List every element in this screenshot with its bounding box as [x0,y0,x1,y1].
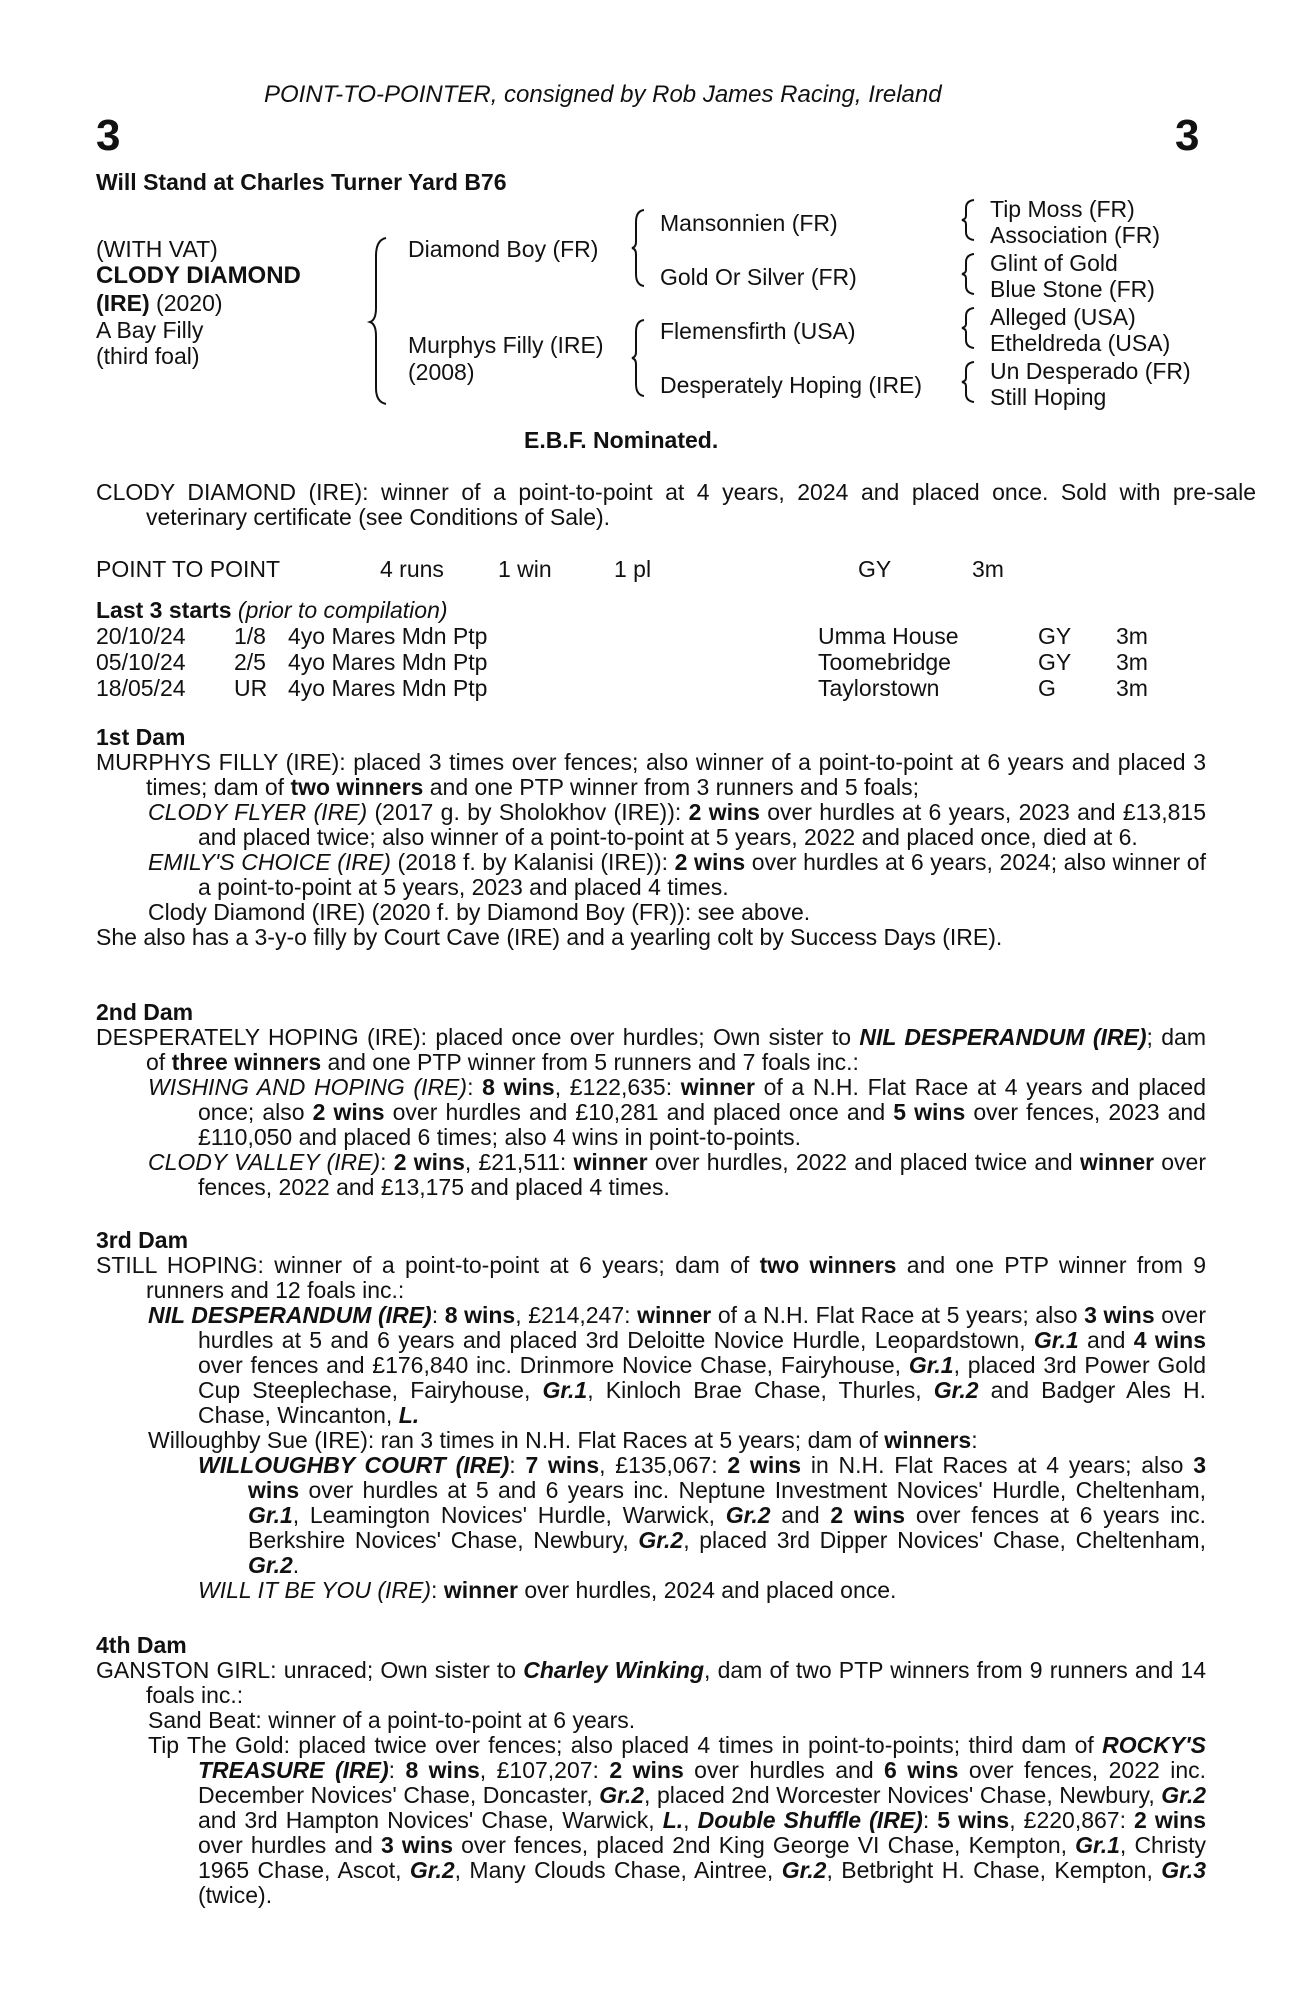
produce-clody-valley [148,1150,1206,1200]
start-race: 4yo Mares Mdn Ptp [288,649,488,675]
text-run: and [770,1502,831,1528]
text-run: , £135,067: [599,1452,728,1478]
horse-name-line2 [96,291,223,316]
start-position: UR [234,675,268,701]
text-run: : [509,1452,526,1478]
text-run: , Many Clouds Chase, Aintree, [454,1857,782,1883]
horse-year: (2020) [149,290,223,316]
text-run: winner [443,1577,518,1603]
text-run: , Betbright H. Chase, Kempton, [826,1857,1162,1883]
text-run: , placed 2nd Worcester Novices' Chase, Newbury, [644,1782,1162,1808]
pedigree-brace-ss [962,198,976,242]
pedigree-brace-sire [632,208,648,288]
text-run: Willoughby Sue (IRE): ran 3 times in N.H. Flat Races at 5 years; dam of [148,1427,885,1453]
text-run: STILL HOPING: winner of a point-to-point at 6 years; dam of [96,1252,760,1278]
text-run: and Badger Ales H. Chase, Wincanton, [198,1377,1206,1428]
ebf-nomination: E.B.F. Nominated. [524,427,719,453]
produce-wishing-and-hoping [148,1075,1206,1150]
text-run: WISHING AND HOPING (IRE) [148,1074,468,1100]
text-run: 2 wins [727,1452,802,1478]
produce-sand-beat: Sand Beat: winner of a point-to-point at 6 years. [148,1707,636,1733]
text-run: , £107,207: [479,1757,610,1783]
text-run: over fences, placed 2nd King George VI Chase, Kempton, [453,1832,1076,1858]
text-run: : [431,1302,445,1328]
pedigree-brace-dam [632,318,648,398]
text-run: 5 wins [893,1099,966,1125]
text-run: Gr.1 [248,1502,293,1528]
text-run: over hurdles and £10,281 and placed once and [384,1099,894,1125]
text-run: Gr.1 [1033,1327,1079,1353]
ptp-going: GY [858,556,892,582]
start-distance: 3m [1116,675,1148,701]
text-run: over hurdles at 5 and 6 years and placed 3rd Deloitte Novice Hurdle, Leopardstown, [198,1302,1206,1353]
text-run: NIL DESPERANDUM (IRE) [859,1024,1147,1050]
start-distance: 3m [1116,649,1148,675]
ptp-runs: 4 runs [380,556,444,582]
text-run: winner [1079,1149,1155,1175]
text-run: of a N.H. Flat Race at 5 years; also [711,1302,1085,1328]
pedigree-dam: Murphys Filly (IRE) [408,332,604,358]
text-run: and one PTP winner from 5 runners and 7 foals inc.: [321,1049,859,1075]
text-run: : [922,1807,938,1833]
text-run: , Leamington Novices' Hurdle, Warwick, [292,1502,726,1528]
third-dam-section [96,1228,1206,1603]
pedigree-brace-dd [962,360,976,404]
text-run: (2018 f. by Kalanisi (IRE)): [390,849,675,875]
start-date: 05/10/24 [96,649,186,675]
text-run: Gr.2 [933,1377,979,1403]
text-run: GANSTON GIRL: unraced; Own sister to [96,1657,524,1683]
text-run: WILLOUGHBY COURT (IRE) [198,1452,510,1478]
text-run: : [431,1577,444,1603]
text-run: three winners [171,1049,322,1075]
text-run: two winners [290,774,424,800]
text-run: 2 wins [312,1099,385,1125]
start-distance: 3m [1116,623,1148,649]
text-run: DESPERATELY HOPING (IRE): placed once over hurdles; Own sister to [96,1024,860,1050]
text-run: Gr.3 [1161,1857,1206,1883]
catalogue-section-title: POINT-TO-POINTER, consigned by Rob James Racing, Ireland [264,81,942,108]
text-run: in N.H. Flat Races at 4 years; also [801,1452,1194,1478]
text-run: over fences, 2022 and £13,175 and placed 4 times. [198,1149,1207,1200]
pedigree-sds: Glint of Gold [990,250,1118,276]
text-run: 8 wins [405,1757,480,1783]
pedigree-dss: Alleged (USA) [990,304,1136,330]
produce-emilys-choice [148,850,1206,900]
text-run: . [292,1552,300,1578]
text-run: L. [662,1807,684,1833]
pedigree-ssd: Association (FR) [990,222,1160,248]
text-run: 2 wins [688,799,760,825]
text-run: Double Shuffle (IRE) [697,1807,923,1833]
stand-location: Will Stand at Charles Turner Yard B76 [96,169,507,195]
fourth-dam-heading: 4th Dam [96,1632,187,1658]
first-dam-section [96,725,1206,950]
text-run: , £21,511: [464,1149,574,1175]
produce-nil-desperandum [148,1303,1206,1428]
text-run: CLODY VALLEY (IRE) [148,1149,381,1175]
text-run: Charley Winking [523,1657,705,1683]
produce-willoughby-court [198,1453,1206,1578]
text-run: over hurdles, 2024 and placed once. [517,1577,897,1603]
start-course: Toomebridge [818,649,951,675]
text-run: 3 wins [248,1452,1206,1503]
produce-clody-flyer [148,800,1206,850]
produce-will-it-be-you [198,1578,1206,1603]
pedigree-sire-dam: Gold Or Silver (FR) [660,264,857,290]
produce-clody-diamond: Clody Diamond (IRE) (2020 f. by Diamond Boy (FR)): see above. [148,899,811,925]
pedigree-sss: Tip Moss (FR) [990,196,1135,222]
pedigree-dam-sire: Flemensfirth (USA) [660,318,856,344]
text-run: EMILY'S CHOICE (IRE) [148,849,391,875]
text-run: , Christy 1965 Chase, Ascot, [198,1832,1207,1883]
text-run: , £220,867: [1009,1807,1135,1833]
text-run: 3 wins [1084,1302,1155,1328]
last-starts-heading [96,598,448,623]
first-dam-text [96,750,1206,800]
text-run: : [971,1427,978,1453]
text-run: Tip The Gold: placed twice over fences; also placed 4 times in point-to-points; third dam of [148,1732,1103,1758]
text-run: Gr.1 [908,1352,954,1378]
text-run: of a N.H. Flat Race at 4 years and placed once; also [198,1074,1206,1125]
pedigree-sire: Diamond Boy (FR) [408,236,599,262]
pedigree-dam-dam: Desperately Hoping (IRE) [660,372,923,398]
text-run: and 3rd Hampton Novices' Chase, Warwick, [198,1807,663,1833]
ptp-placed: 1 pl [614,556,652,582]
vat-note: (WITH VAT) [96,236,218,262]
text-run: Gr.1 [1075,1832,1120,1858]
text-run: 2 wins [1134,1807,1206,1833]
text-run: Gr.2 [781,1857,827,1883]
foal-number: (third foal) [96,343,200,369]
text-run: CLODY FLYER (IRE) [148,799,368,825]
text-run: , placed 3rd Dipper Novices' Chase, Cheltenham, [683,1527,1206,1553]
text-run: NIL DESPERANDUM (IRE) [148,1302,432,1328]
pedigree-dsd: Etheldreda (USA) [990,330,1171,356]
text-run: 7 wins [525,1452,600,1478]
second-dam-heading: 2nd Dam [96,999,194,1025]
third-dam-heading: 3rd Dam [96,1227,189,1253]
second-dam-section [96,1000,1206,1200]
text-run: over fences, 2022 inc. December Novices' Chase, Doncaster, [198,1757,1207,1808]
horse-description: A Bay Filly [96,317,204,343]
pedigree-dam-year: (2008) [408,359,475,385]
text-run: Gr.1 [542,1377,588,1403]
ptp-wins: 1 win [498,556,552,582]
text-run: , placed 3rd Power Gold Cup Steeplechase, Fairyhouse, [198,1352,1207,1403]
text-run: over hurdles and [683,1757,885,1783]
text-run: over hurdles at 6 years, 2023 and £13,815 and placed twice; also winner of a point-to-point at 5 years, 2022 and placed once, died at 6. [198,799,1206,850]
text-run: : [380,1149,394,1175]
text-run: 3 wins [380,1832,453,1858]
ptp-label: POINT TO POINT [96,556,281,582]
text-run: : [467,1074,483,1100]
text-run: winner [637,1302,712,1328]
text-run: over fences and £176,840 inc. Drinmore Novice Chase, Fairyhouse, [198,1352,909,1378]
text-run: over hurdles at 6 years, 2024; also winner of a point-to-point at 5 years, 2023 and placed 4 times. [198,849,1206,900]
second-dam-text [96,1025,1206,1075]
text-run: ; dam of [146,1024,1206,1075]
lot-number-left: 3 [96,111,121,160]
lot-number-right: 3 [1175,111,1200,160]
text-run: 6 wins [884,1757,959,1783]
text-run: Gr.2 [725,1502,771,1528]
first-dam-heading: 1st Dam [96,724,186,750]
text-run: 8 wins [482,1074,555,1100]
text-run: Gr.2 [638,1527,684,1553]
text-run: Gr.2 [409,1857,455,1883]
text-run: and one PTP winner from 9 runners and 12 foals inc.: [146,1252,1207,1303]
text-run: 5 wins [937,1807,1010,1833]
text-run: over hurdles and [198,1832,381,1858]
text-run: (twice). [198,1882,273,1908]
first-dam-other-produce: She also has a 3-y-o filly by Court Cave (IRE) and a yearling colt by Success Days (IRE). [96,924,1003,950]
horse-name: CLODY DIAMOND [96,262,301,289]
fourth-dam-text [96,1658,1206,1708]
text-run: , £122,635: [554,1074,681,1100]
third-dam-text [96,1253,1206,1303]
pedigree-brace-sd [962,252,976,296]
text-run: two winners [759,1252,897,1278]
text-run: L. [398,1402,420,1428]
pedigree-brace-ds [962,306,976,350]
text-run: Gr.2 [1161,1782,1207,1808]
produce-willoughby-sue [148,1428,1206,1453]
text-run: , dam of two PTP winners from 9 runners and 14 foals inc.: [146,1657,1206,1708]
text-run: 2 wins [674,849,746,875]
start-date: 18/05/24 [96,675,186,701]
text-run: and [1078,1327,1134,1353]
text-run: , £214,247: [515,1302,638,1328]
last-starts-note: (prior to compilation) [231,597,448,623]
pedigree-sire-sire: Mansonnien (FR) [660,210,838,236]
start-course: Taylorstown [818,675,940,701]
text-run: Gr.2 [248,1552,293,1578]
text-run: (2017 g. by Sholokhov (IRE)): [367,799,689,825]
text-run: 2 wins [609,1757,684,1783]
start-position: 1/8 [234,623,266,649]
pedigree-dds: Un Desperado (FR) [990,358,1191,384]
text-run: over fences, 2023 and £110,050 and placed 6 times; also 4 wins in point-to-points. [198,1099,1206,1150]
text-run: winners [884,1427,972,1453]
text-run: 2 wins [393,1149,465,1175]
text-run: over fences at 6 years inc. Berkshire Novices' Chase, Newbury, [248,1502,1207,1553]
text-run: MURPHYS FILLY (IRE): placed 3 times over fences; also winner of a point-to-point at 6 years and placed 3 times; dam of [96,749,1206,800]
text-run: over hurdles at 5 and 6 years inc. Neptune Investment Novices' Hurdle, Cheltenham, [299,1477,1206,1503]
text-run: ROCKY'S TREASURE (IRE) [198,1732,1206,1783]
pedigree-ddd: Still Hoping [990,384,1107,410]
ptp-distance: 3m [972,556,1004,582]
start-race: 4yo Mares Mdn Ptp [288,623,488,649]
start-course: Umma House [818,623,959,649]
text-run: over hurdles, 2022 and placed twice and [647,1149,1080,1175]
horse-summary: CLODY DIAMOND (IRE): winner of a point-to-point at 4 years, 2024 and placed once. Sold with pre-sale veterinary certificate (see Conditions of Sale). [96,479,1256,530]
text-run: , [683,1807,698,1833]
text-run: winner [573,1149,648,1175]
horse-origin: (IRE) [96,290,150,316]
start-going: G [1038,675,1056,701]
text-run: , Kinloch Brae Chase, Thurles, [587,1377,934,1403]
text-run: winner [680,1074,755,1100]
pedigree-brace-main [370,236,390,406]
text-run: 2 wins [830,1502,906,1528]
start-race: 4yo Mares Mdn Ptp [288,675,488,701]
text-run: 4 wins [1133,1327,1207,1353]
text-run: and one PTP winner from 3 runners and 5 foals; [423,774,919,800]
last-starts-title: Last 3 starts [96,597,232,623]
start-going: GY [1038,649,1072,675]
fourth-dam-section [96,1633,1206,1908]
pedigree-sdd: Blue Stone (FR) [990,276,1155,302]
produce-tip-the-gold [148,1733,1206,1908]
start-date: 20/10/24 [96,623,186,649]
start-position: 2/5 [234,649,266,675]
start-going: GY [1038,623,1072,649]
text-run: Gr.2 [599,1782,645,1808]
text-run: 8 wins [444,1302,516,1328]
text-run: : [388,1757,406,1783]
text-run: WILL IT BE YOU (IRE) [198,1577,432,1603]
